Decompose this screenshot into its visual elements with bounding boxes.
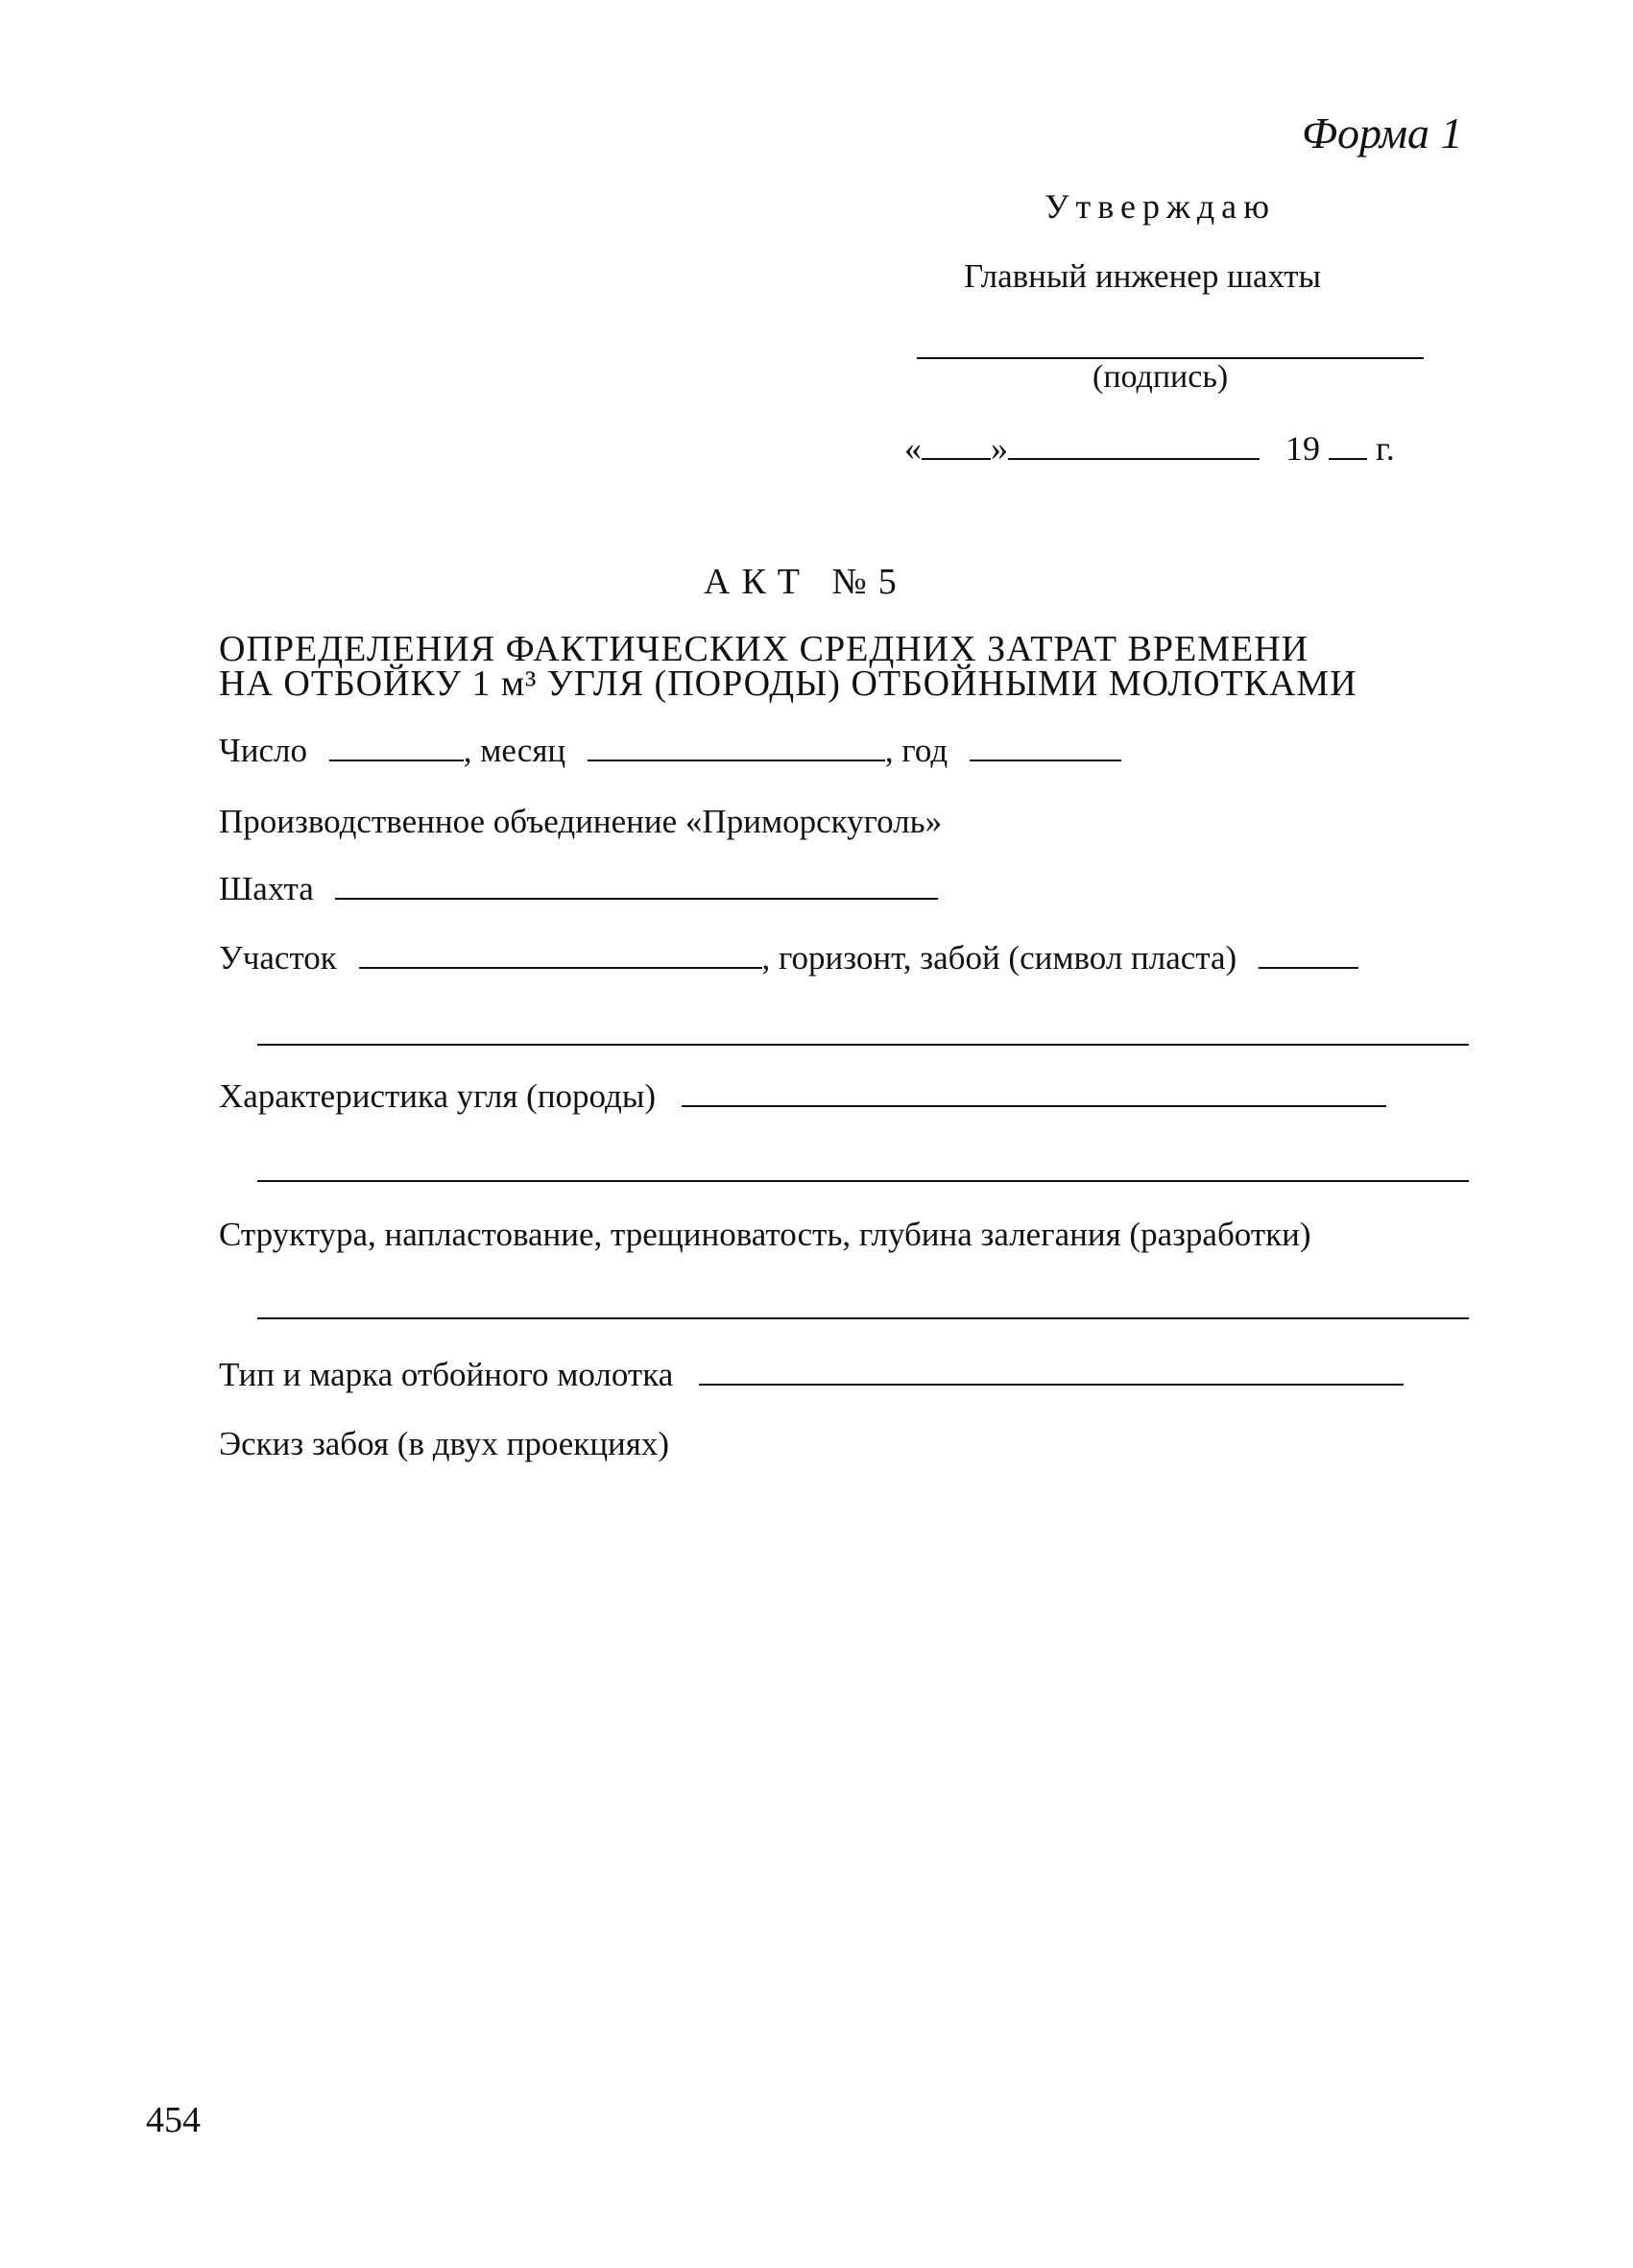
structure-label: Структура, напластование, трещиноватость, глубина залегания (разработки) xyxy=(219,1216,1311,1253)
association-text: Производственное объединение «Приморскуголь» xyxy=(219,803,943,840)
coal-char-field[interactable] xyxy=(682,1104,1386,1107)
coal-char-label: Характеристика угля (породы) xyxy=(219,1077,657,1115)
approval-date xyxy=(904,428,1395,469)
hammer-label: Тип и марка отбойного молотка xyxy=(219,1356,674,1393)
hammer-row xyxy=(219,1356,1404,1394)
section-row xyxy=(219,939,1358,977)
act-heading xyxy=(219,629,1357,704)
year-suffix: г. xyxy=(1376,429,1395,468)
section-continuation-line[interactable] xyxy=(257,1044,1469,1046)
date-fields-row xyxy=(219,732,1121,770)
structure-line[interactable] xyxy=(257,1317,1469,1319)
section-field[interactable] xyxy=(359,966,762,969)
sketch-label: Эскиз забоя (в двух проекциях) xyxy=(219,1425,670,1462)
day-field[interactable] xyxy=(329,759,464,761)
approve-label: Утверждаю xyxy=(1045,187,1277,226)
horizon-label: , горизонт, забой (символ пласта) xyxy=(761,939,1237,977)
act-title: АКТ №5 xyxy=(704,562,908,602)
year-prefix: 19 xyxy=(1285,429,1320,468)
hammer-field[interactable] xyxy=(699,1383,1404,1386)
day-label: Число xyxy=(219,732,307,769)
date-day-field[interactable] xyxy=(922,457,991,460)
date-month-field[interactable] xyxy=(1008,457,1260,460)
date-open-quote: « xyxy=(904,429,922,468)
year-label: , год xyxy=(884,732,949,769)
section-label: Участок xyxy=(219,939,337,977)
mine-field[interactable] xyxy=(335,897,938,900)
signature-caption: (подпись) xyxy=(1093,359,1229,395)
date-close-quote: » xyxy=(991,429,1008,468)
coal-char-continuation-line[interactable] xyxy=(257,1180,1469,1182)
mine-row xyxy=(219,870,938,908)
month-field[interactable] xyxy=(588,759,885,761)
month-label: , месяц xyxy=(463,732,566,769)
year-field[interactable] xyxy=(970,759,1121,761)
horizon-field[interactable] xyxy=(1259,966,1358,969)
mine-label: Шахта xyxy=(219,870,314,907)
act-heading-line-1: ОПРЕДЕЛЕНИЯ ФАКТИЧЕСКИХ СРЕДНИХ ЗАТРАТ ВРЕМЕНИ xyxy=(219,629,1309,669)
page-number: 454 xyxy=(146,2100,201,2140)
coal-char-row xyxy=(219,1077,1386,1116)
approver-title: Главный инженер шахты xyxy=(964,257,1322,295)
act-heading-line-2: НА ОТБОЙКУ 1 м³ УГЛЯ (ПОРОДЫ) ОТБОЙНЫМИ МОЛОТКАМИ xyxy=(219,664,1357,704)
date-year-field[interactable] xyxy=(1329,457,1367,460)
form-label: Форма 1 xyxy=(1302,109,1463,157)
